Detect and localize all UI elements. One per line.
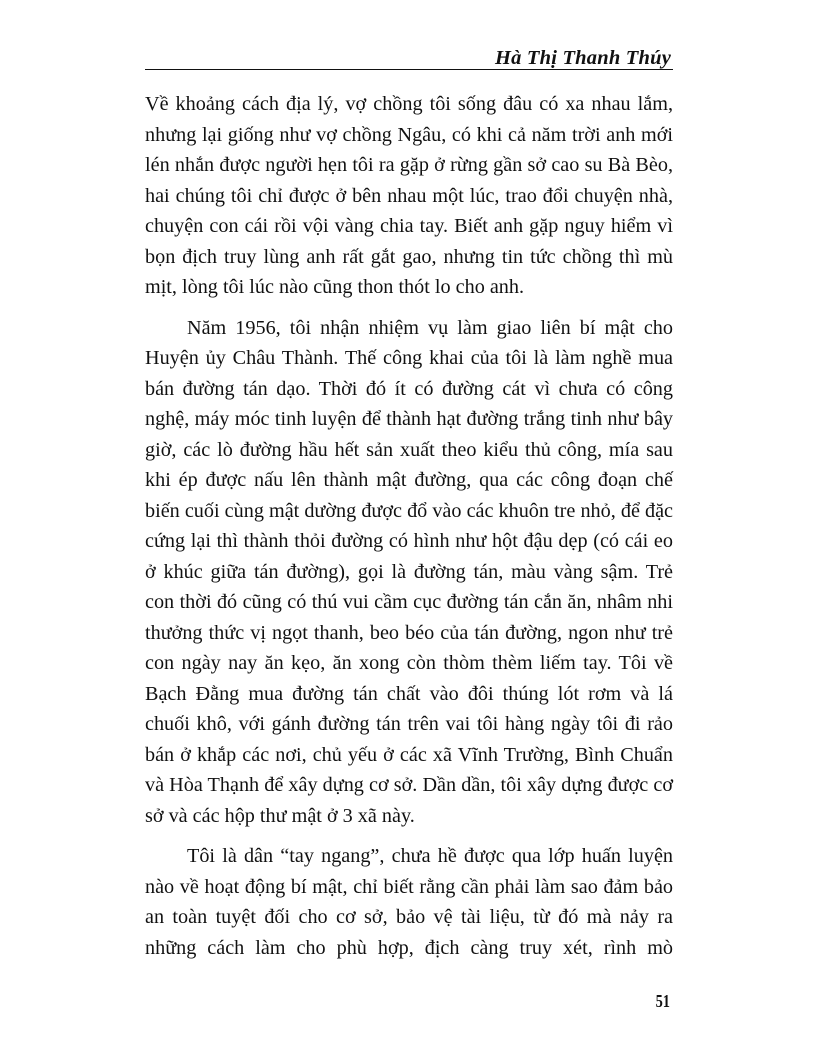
header-rule: [145, 69, 673, 70]
paragraph-3: Tôi là dân “tay ngang”, chưa hề được qua lớp huấn luyện nào về hoạt động bí mật, chỉ biết rằng cần phải làm sao đảm bảo an toàn tuyệt đối cho cơ sở, bảo vệ tài liệu, từ đó mà nảy ra những cách làm cho phù hợp, địch càng truy xét, rình mò: [145, 845, 673, 959]
body-text: [145, 89, 673, 963]
header-author: Hà Thị Thanh Thúy: [489, 47, 671, 69]
running-header: [145, 42, 673, 70]
paragraph-1: Về khoảng cách địa lý, vợ chồng tôi sống đâu có xa nhau lắm, nhưng lại giống như vợ chồng Ngâu, có khi cả năm trời anh mới lén nhắn được người hẹn tôi ra gặp ở rừng gần sở cao su Bà Bèo, hai chúng tôi chỉ được ở bên nhau một lúc, trao đổi chuyện nhà, chuyện con cái rồi vội vàng chia tay. Biết anh gặp nguy hiểm vì bọn địch truy lùng anh rất gắt gao, nhưng tin tức chồng thì mù mịt, lòng tôi lúc nào cũng thon thót lo cho anh.: [145, 93, 673, 298]
paragraph-2: Năm 1956, tôi nhận nhiệm vụ làm giao liên bí mật cho Huyện ủy Châu Thành. Thế công khai của tôi là làm nghề mua bán đường tán dạo. Thời đó ít có đường cát vì chưa có công nghệ, máy móc tinh luyện để thành hạt đường trắng tinh như bây giờ, các lò đường hầu hết sản xuất theo kiểu thủ công, mía sau khi ép được nấu lên thành mật đường, qua các công đoạn chế biến cuối cùng mật dường được đổ vào các khuôn tre nhỏ, để đặc cứng lại thì thành thỏi đường có hình như hột đậu dẹp (có cái eo ở khúc giữa tán đường), gọi là đường tán, màu vàng sậm. Trẻ con thời đó cũng có thú vui cầm cục đường tán cắn ăn, nhâm nhi thưởng thức vị ngọt thanh, beo béo của tán đường, ngon như trẻ con ngày nay ăn kẹo, ăn xong còn thòm thèm liếm tay. Tôi về Bạch Đằng mua đường tán chất vào đôi thúng lót rơm và lá chuối khô, với gánh đường tán trên vai tôi hàng ngày tôi đi rảo bán ở khắp các nơi, chủ yếu ở các xã Vĩnh Trường, Bình Chuẩn và Hòa Thạnh để xây dựng cơ sở. Dần dần, tôi xây dựng được cơ sở và các hộp thư mật ở 3 xã này.: [145, 316, 673, 827]
page-number: 51: [655, 991, 670, 1011]
